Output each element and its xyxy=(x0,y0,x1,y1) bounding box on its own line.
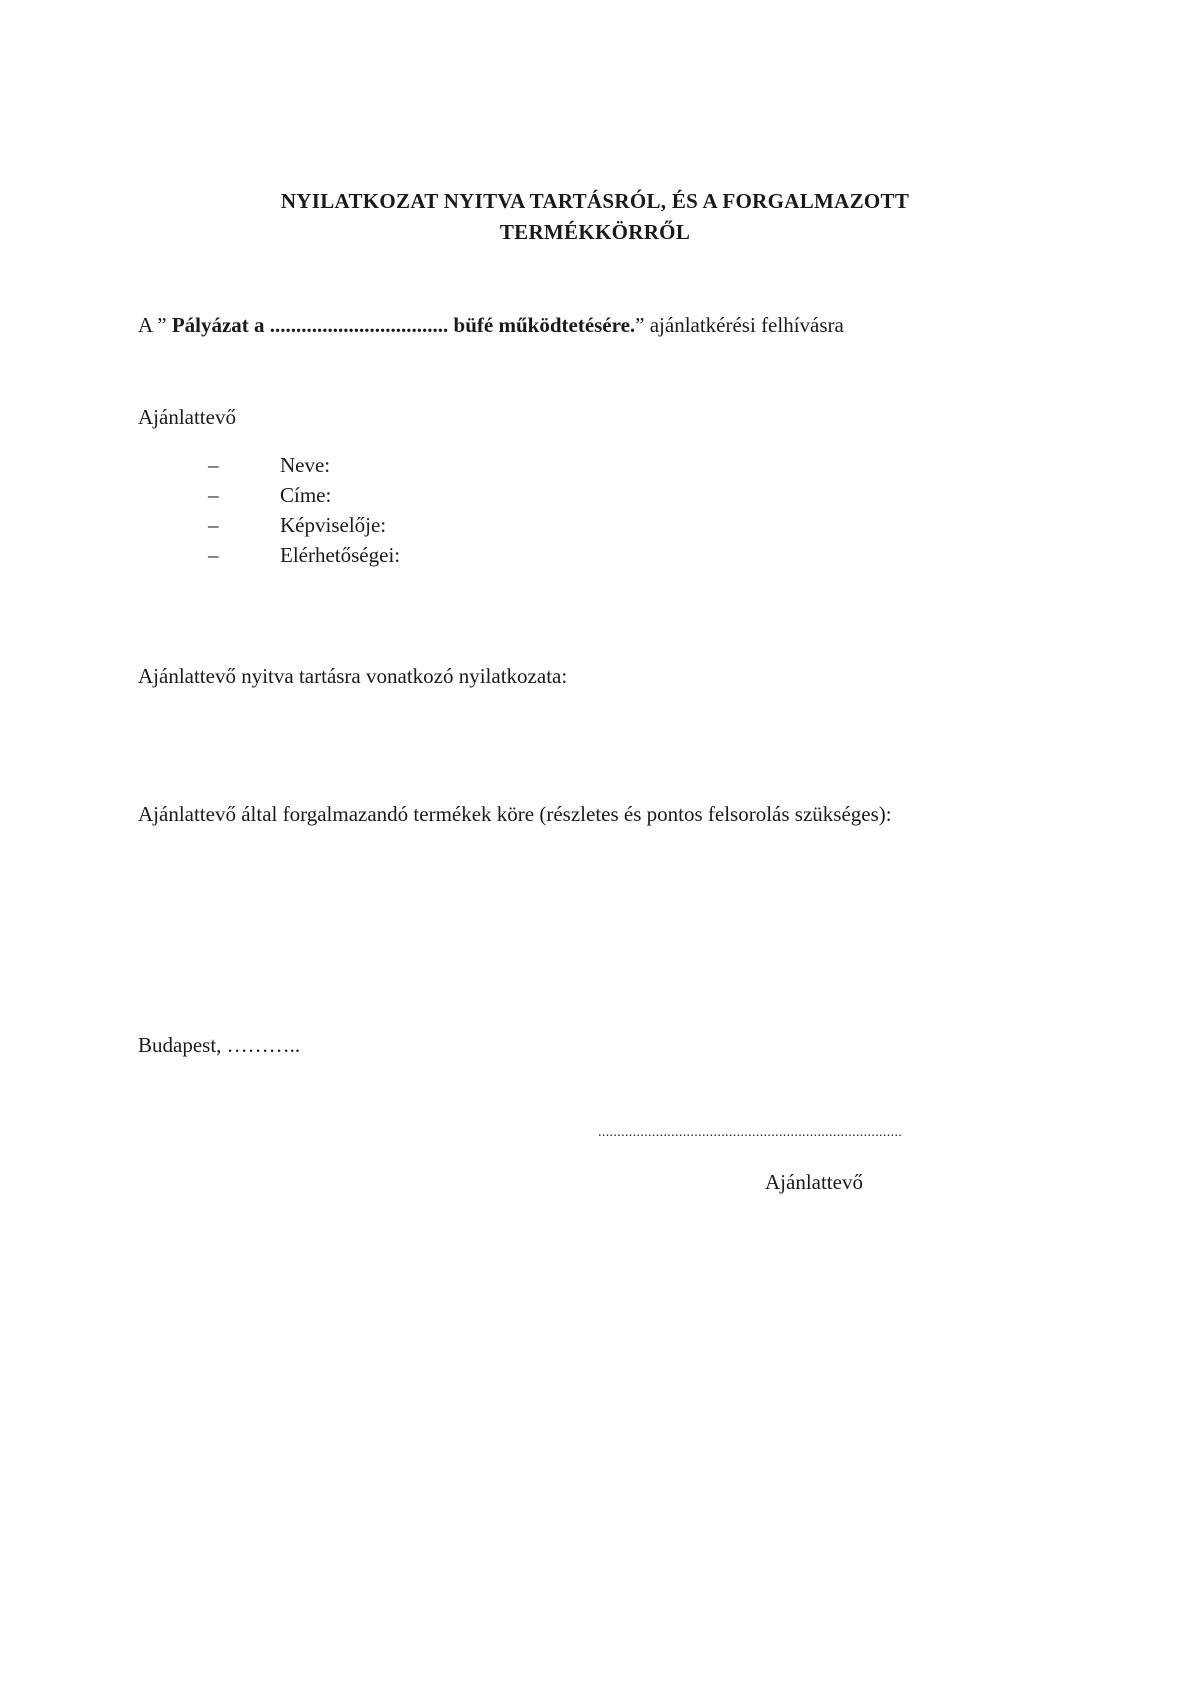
intro-line xyxy=(138,313,844,338)
field-name-label: Neve: xyxy=(280,453,331,477)
field-address-label: Címe: xyxy=(280,483,332,507)
document-title-line-1: NYILATKOZAT NYITVA TARTÁSRÓL, ÉS A FORGALMAZOTT xyxy=(280,189,910,213)
list-dash: – xyxy=(208,453,219,477)
intro-bold-tender-name: Pályázat a .................................. büfé működtetésére. xyxy=(171,313,636,337)
intro-prefix: A ” xyxy=(138,313,172,337)
opening-hours-statement: Ajánlattevő nyitva tartásra vonatkozó nyilatkozata: xyxy=(138,664,568,688)
list-dash: – xyxy=(208,543,219,567)
place-and-date: Budapest, ……….. xyxy=(138,1033,301,1057)
field-representative-label: Képviselője: xyxy=(280,513,387,537)
field-contact-label: Elérhetőségei: xyxy=(280,543,401,567)
intro-suffix: ” ajánlatkérési felhívásra xyxy=(635,313,844,337)
list-dash: – xyxy=(208,483,219,507)
products-statement: Ajánlattevő által forgalmazandó termékek köre (részletes és pontos felsorolás szükséges): xyxy=(138,802,892,826)
document-title-line-2: TERMÉKKÖRRŐL xyxy=(499,220,691,244)
signature-line: ............................................................................... xyxy=(598,1125,903,1140)
offerer-label: Ajánlattevő xyxy=(138,405,236,429)
list-dash: – xyxy=(208,513,219,537)
signature-label: Ajánlattevő xyxy=(765,1170,863,1194)
